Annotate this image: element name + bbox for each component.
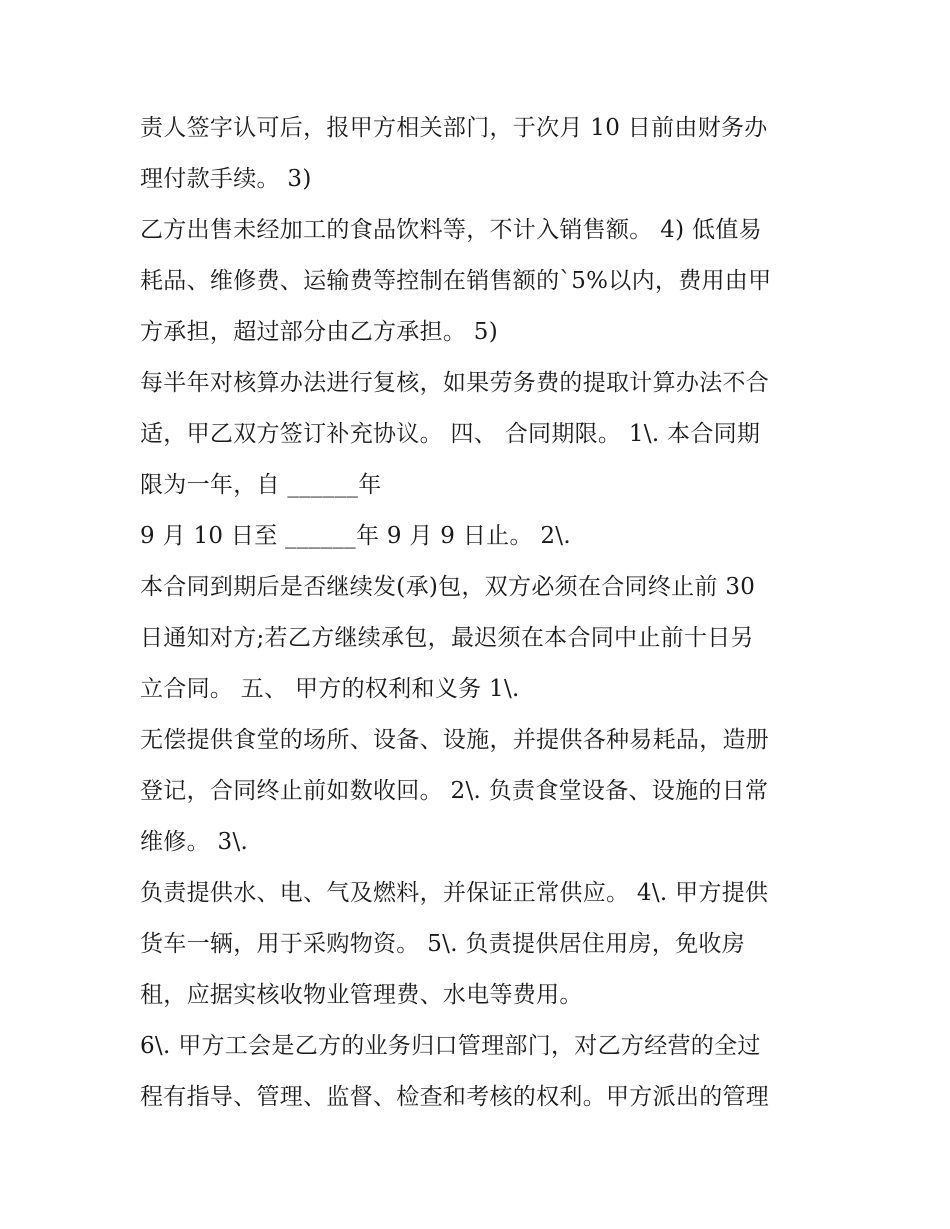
text-line: 日通知对方;若乙方继续承包，最迟须在本合同中止前十日另	[140, 625, 754, 651]
text-line: 耗品、维修费、运输费等控制在销售额的`5%以内，费用由甲	[140, 268, 772, 294]
text-line: 适，甲乙双方签订补充协议。 四、 合同期限。 1\. 本合同期	[140, 421, 761, 447]
text-line: 方承担，超过部分由乙方承担。 5)	[140, 319, 499, 345]
text-line: 维修。 3\.	[140, 829, 249, 855]
text-line: 乙方出售未经加工的食品饮料等，不计入销售额。 4) 低值易	[140, 217, 762, 243]
text-line: 6\. 甲方工会是乙方的业务归口管理部门，对乙方经营的全过	[140, 1033, 761, 1059]
text-line: 责人签字认可后，报甲方相关部门，于次月 10 日前由财务办	[140, 115, 768, 141]
text-line: 立合同。 五、 甲方的权利和义务 1\.	[140, 676, 520, 702]
text-line: 租，应据实核收物业管理费、水电等费用。	[140, 982, 583, 1008]
text-line: 9 月 10 日至 ______年 9 月 9 日止。 2\.	[140, 523, 571, 549]
text-line: 每半年对核算办法进行复核，如果劳务费的提取计算办法不合	[140, 370, 770, 396]
text-line: 无偿提供食堂的场所、设备、设施，并提供各种易耗品，造册	[140, 727, 770, 753]
text-line: 本合同到期后是否继续发(承)包，双方必须在合同终止前 30	[140, 574, 756, 600]
text-line: 理付款手续。 3)	[140, 166, 312, 192]
text-line: 负责提供水、电、气及燃料，并保证正常供应。 4\. 甲方提供	[140, 880, 769, 906]
text-line: 限为一年，自 ______年	[140, 472, 382, 498]
text-line: 程有指导、管理、监督、检查和考核的权利。甲方派出的管理	[140, 1084, 770, 1110]
document-body	[140, 103, 840, 1123]
text-line: 登记，合同终止前如数收回。 2\. 负责食堂设备、设施的日常	[140, 778, 769, 804]
text-line: 货车一辆，用于采购物资。 5\. 负责提供居住用房，免收房	[140, 931, 746, 957]
